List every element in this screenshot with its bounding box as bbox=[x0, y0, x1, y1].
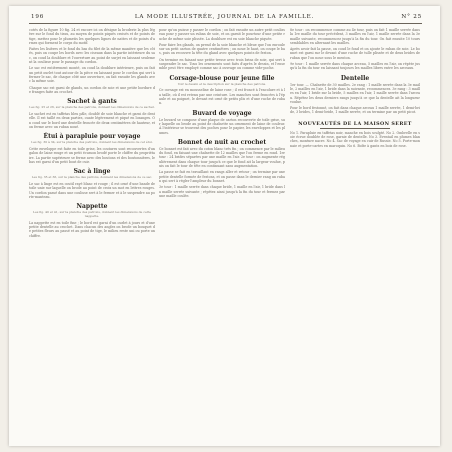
body-paragraph: La nappette est en toile fine ; le bord est garni d'un ourlet à jours et d'une petite dentelle au crochet. Dans chacun des angles on brode un bouquet de petites fleurs au passé et au point de tige, le milieu reste uni ou porte un chiffre. bbox=[29, 220, 155, 238]
body-paragraph: 9e tour : 1 maille serrée dans chaque arceau, 5 mailles en l'air, on répète jusqu'à la fin du tour en laissant toujours les mailles libres entre les arceaux. bbox=[290, 62, 420, 71]
section-heading: Nappette bbox=[76, 203, 108, 211]
body-paragraph: pour qu'on puisse y passer le cordon ; on fait ensuite un autre petit coulisseau pour y passer un ruban de soie, et on garnit le pourtour d'une petite ruche de même soie plissée. La doublure est en soie blanche piquée. bbox=[159, 28, 285, 41]
magazine-page bbox=[9, 6, 440, 446]
nouveautes-heading: NOUVEAUTÉS DE LA MAISON SERET bbox=[298, 120, 412, 127]
body-paragraph: 1er tour. — Chaînette de 30 mailles. 2e rang : 1 maille serrée dans la 3e maille, 2 mailles en l'air, 1 bride dans la suivante, recommencez. 3e rang : 3 mailles en l'air, 1 bride sur la bride, 5 mailles en l'air, 1 maille serrée dans l'arceau. Répétez les deux derniers rangs jusqu'à ce que la dentelle ait la longueur voulue. bbox=[290, 82, 420, 104]
section-heading: Bonnet de nuit au crochet bbox=[177, 138, 267, 146]
header-rule bbox=[29, 23, 422, 24]
body-paragraph: 3e tour : 1 maille serrée dans chaque bride, 1 maille en l'air, 1 bride dans la maille serrée suivante ; répétez ainsi jusqu'à la fin du tour et fermez par une maille coulée. bbox=[159, 185, 285, 198]
body-paragraph: Le sac est entièrement monté, on coud la doublure intérieure, puis on fait un petit ourlet tout autour de la pièce en laissant pour le cordon qui sert à fermer le sac, de chaque côté une ouverture, on fait ensuite les glands avec la même soie. bbox=[29, 66, 155, 84]
body-paragraph: La passe se fait en travaillant en rangs aller et retour ; on termine par une petite dentelle formée de festons, et on passe dans le dernier rang un ruban qui sert à régler l'ampleur du bonnet. bbox=[159, 170, 285, 183]
section-heading: Buvard de voyage bbox=[192, 109, 252, 117]
section-heading: Sac à linge bbox=[73, 168, 111, 176]
body-paragraph: Chaque sac est garni de glands, un cordon de soie et une petite bordure de franges faite au crochet. bbox=[29, 85, 155, 94]
section-heading: Dentelle bbox=[340, 74, 370, 82]
page-number: 196 bbox=[31, 14, 45, 20]
body-paragraph: Le sachet est en taffetas bleu pâle, doublé de soie blanche et garni de dentelle. Il est taillé en deux parties, ouate légèrement et piqué en losanges. On coud sur le bord une dentelle froncée de deux centimètres de hauteur, et on ferme avec un ruban noué. bbox=[29, 111, 155, 129]
section-subtitle: Les fig. 40 et 41, sur la planche des patrons, donnent les dimensions de cette nappette. bbox=[33, 210, 151, 218]
body-paragraph: Après avoir fait la passe, on coud le fond et on ajoute le ruban de soie. Le bonnet est garni sur le devant d'une ruche de tulle plissée et de deux brides de ruban que l'on noue sous le menton. bbox=[290, 47, 420, 60]
nouveautes-rule bbox=[320, 128, 390, 129]
body-paragraph: Cette enveloppe est faite en toile grise, les coutures sont recouvertes d'un galon de laine rouge et un petit écusson brodé porte le chiffre du propriétaire. La partie supérieure se ferme avec des boutons et des boutonnières, le bas est garni d'un petit bout de cuir. bbox=[29, 146, 155, 164]
section-subtitle: Les fig. 35 et 36, sur la planche des patrons, donnent les dimensions de ce sac. bbox=[31, 175, 153, 180]
section-subtitle: Les fig. 30 à 34, sur la planche des patrons, donnent les dimensions de cet étui. bbox=[31, 140, 153, 145]
issue-number: N° 25 bbox=[401, 14, 422, 20]
section-heading: Corsage-blouse pour jeune fille bbox=[169, 74, 275, 82]
section-subtitle: Les fig. 25 et 26, sur la planche des patrons, donnent les dimensions de ce sachet. bbox=[29, 105, 155, 110]
running-title: LA MODE ILLUSTRÉE, JOURNAL DE LA FAMILLE. bbox=[134, 14, 315, 20]
body-paragraph: Pour le bord festonné, on fait dans chaque arceau 1 maille serrée, 1 demi-bride, 3 brides, 1 demi-bride, 1 maille serrée, et on termine par un petit picot. bbox=[290, 106, 420, 115]
body-paragraph: Le buvard se compose d'une plaque de carton recouverte de toile grise, sur laquelle on brode au point de chaînette un ornement de laine de couleur. À l'intérieur se trouvent des poches pour le papier, les enveloppes et les plumes. bbox=[159, 117, 285, 135]
body-paragraph: Faites les lisières et le fond du bas du filet de la même manière que les côtés, puis on coupe les bords avec les ciseaux dans la partie intérieure du sac, on coud la doublure et l'ouverture au point de surjet en laissant seulement la coulisse pour le passage du cordon. bbox=[29, 47, 155, 65]
body-paragraph: cotés de la figure 10 fig. 24 et encore ici on désigne la broderie la plus légère sur le fond du tissu, au moyen de points piqués croisés et de points de tige, mettez pour le plumetis les quelques lignes de nattes et de points d'armes qui forment le corps du motif. bbox=[29, 28, 155, 45]
section-heading: Étui à parapluie pour voyage bbox=[43, 133, 141, 141]
body-paragraph: On termine en faisant une petite tresse avec trois brins de soie, qui sert à suspendre le sac. Tous les ornements sont faits d'après le dessin, et l'ensemble peut être employé comme sac à ouvrage ou comme vide-poche. bbox=[159, 57, 285, 71]
column-3 bbox=[290, 28, 420, 438]
body-paragraph: Ce corsage est en mousseline de laine rose ; il est froncé à l'encolure et à la taille, où il est retenu par une ceinture. Les manches sont froncées à l'épaule et au poignet, le devant est orné de petits plis et d'une ruche de ruban. bbox=[159, 88, 285, 106]
body-paragraph: No 1. Parapluie en taffetas noir, manche en bois sculpté. No 2. Ombrelle en soie écrue doublée de rose, garnie de dentelle. No 3. Éventail en plumes blanches, monture nacre. No 4. Sac de voyage en cuir de Russie. No 5. Porte-monnaie et porte-cartes en maroquin. No 6. Boîte à gants en bois de rose. bbox=[290, 130, 420, 148]
body-paragraph: Ce bonnet est fait avec du coton blanc très fin ; on commence par le milieu du fond, en faisant une chaînette de 12 mailles que l'on ferme en rond. 1er tour : 24 brides séparées par une maille en l'air. 2e tour : on augmente régulièrement dans chaque tour jusqu'à ce que le fond ait la largeur voulue, puis on fait le tour de tête en continuant sans augmentation. bbox=[159, 146, 285, 169]
column-1 bbox=[29, 28, 155, 438]
section-subtitle: Voir le dessin et la description sur la planche des patrons. bbox=[177, 81, 267, 86]
column-2 bbox=[159, 28, 285, 438]
body-paragraph: Pour faire les glands, on prend de la soie blanche et bleue que l'on enroule sur un petit carton de quatre centimètres ; on noue le haut, on coupe le bas, puis on recouvre la tête du gland avec quelques points de feston. bbox=[159, 42, 285, 56]
body-paragraph: Le sac à linge est en coutil rayé blanc et rouge ; il est orné d'une bande de toile unie sur laquelle on brode au point de croix un mot en lettres rouges. Un cordon passé dans une coulisse sert à le fermer et à le suspendre au porte-manteau. bbox=[29, 181, 155, 199]
section-heading: Sachet à gants bbox=[67, 98, 117, 106]
body-paragraph: 8e tour : on recommence comme au 4e tour, puis on fait 1 maille serrée dans la 1re maille du tour précédent, 3 mailles en l'air, 1 maille serrée dans la 3e maille suivante, recommencez jusqu'à la fin du tour. On fait ensuite 10 tours semblables en alternant les mailles. bbox=[290, 28, 420, 45]
